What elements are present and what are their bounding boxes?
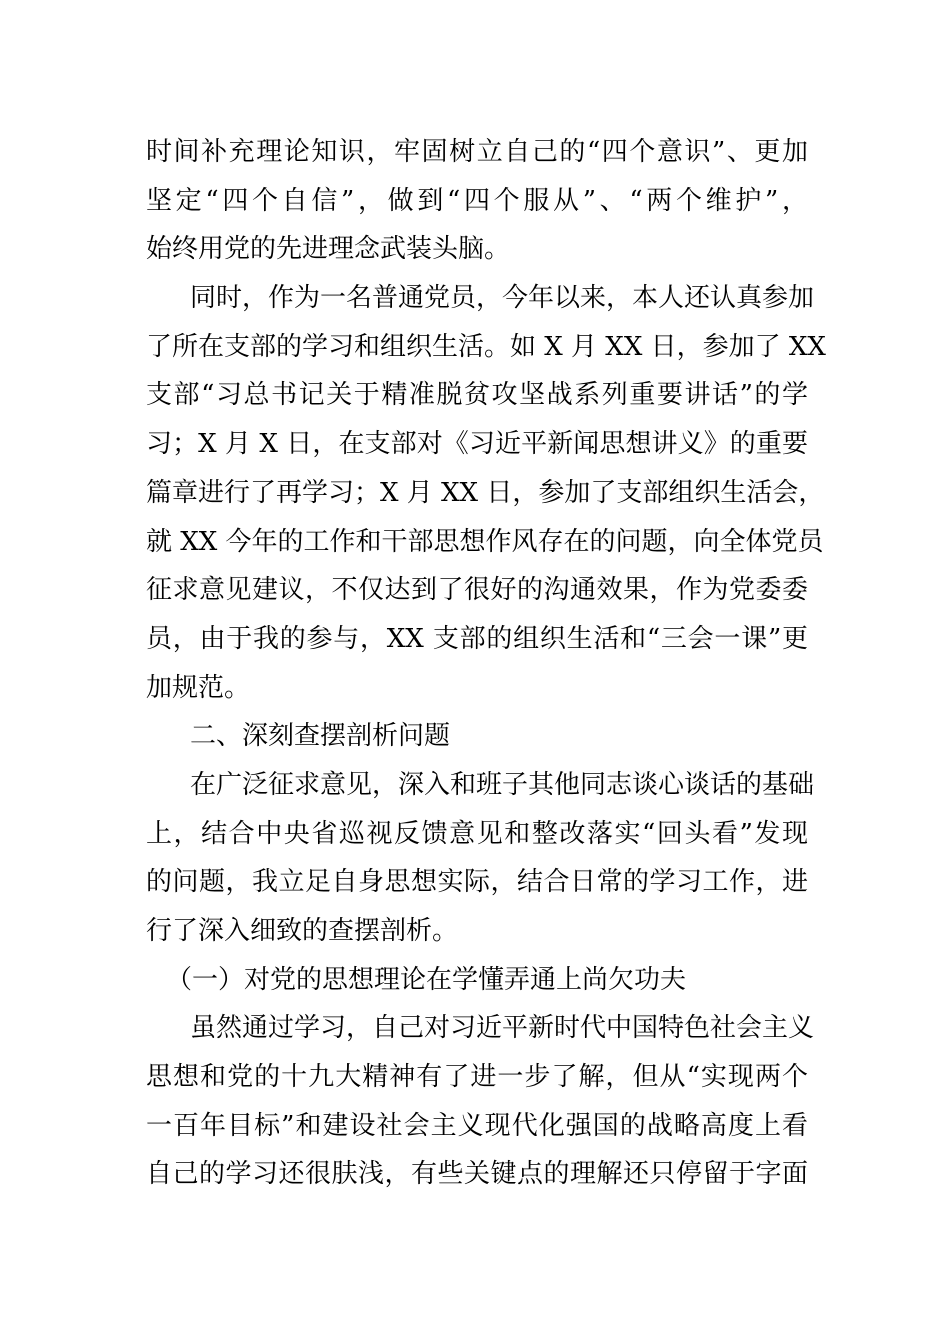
text-line: 行了深入细致的查摆剖析。 bbox=[146, 916, 459, 946]
text-line: 加规范。 bbox=[146, 672, 251, 703]
text-line: 就 XX 今年的工作和干部思想作风存在的问题，向全体党员 bbox=[146, 526, 824, 557]
text-line: 篇章进行了再学习；X 月 XX 日，参加了支部组织生活会， bbox=[146, 477, 825, 508]
text-line: 员，由于我的参与，XX 支部的组织生活和“三会一课”更 bbox=[146, 623, 808, 654]
text-line: 自己的学习还很肤浅，有些关键点的理解还只停留于字面 bbox=[146, 1159, 808, 1190]
subsection-heading: （一）对党的思想理论在学懂弄通上尚欠功夫 bbox=[166, 964, 687, 995]
text-line: 坚定“四个自信”，做到“四个服从”、“两个维护”， bbox=[146, 185, 808, 216]
text-line: 征求意见建议，不仅达到了很好的沟通效果，作为党委委 bbox=[146, 575, 808, 606]
text-line: 上，结合中央省巡视反馈意见和整改落实“回头看”发现 bbox=[146, 818, 808, 849]
text-line: 了所在支部的学习和组织生活。如 X 月 XX 日，参加了 XX bbox=[146, 331, 826, 362]
section-heading: 二、深刻查摆剖析问题 bbox=[190, 721, 451, 752]
text-line: 支部“习总书记关于精准脱贫攻坚战系列重要讲话”的学 bbox=[146, 380, 808, 411]
text-line: 思想和党的十九大精神有了进一步了解，但从“实现两个 bbox=[146, 1062, 808, 1093]
paragraph-first-line: 同时，作为一名普通党员，今年以来，本人还认真参加 bbox=[190, 283, 815, 314]
document-body bbox=[146, 128, 826, 1199]
text-line: 时间补充理论知识，牢固树立自己的“四个意识”、更加 bbox=[146, 137, 808, 167]
paragraph-first-line: 在广泛征求意见，深入和班子其他同志谈心谈话的基础 bbox=[190, 769, 815, 800]
text-line: 的问题，我立足自身思想实际，结合日常的学习工作，进 bbox=[146, 867, 808, 898]
text-line: 始终用党的先进理念武装头脑。 bbox=[146, 234, 511, 265]
text-line: 习；X 月 X 日，在支部对《习近平新闻思想讲义》的重要 bbox=[146, 429, 808, 460]
text-line: 一百年目标”和建设社会主义现代化强国的战略高度上看 bbox=[146, 1110, 808, 1141]
paragraph-first-line: 虽然通过学习，自己对习近平新时代中国特色社会主义 bbox=[190, 1013, 815, 1044]
